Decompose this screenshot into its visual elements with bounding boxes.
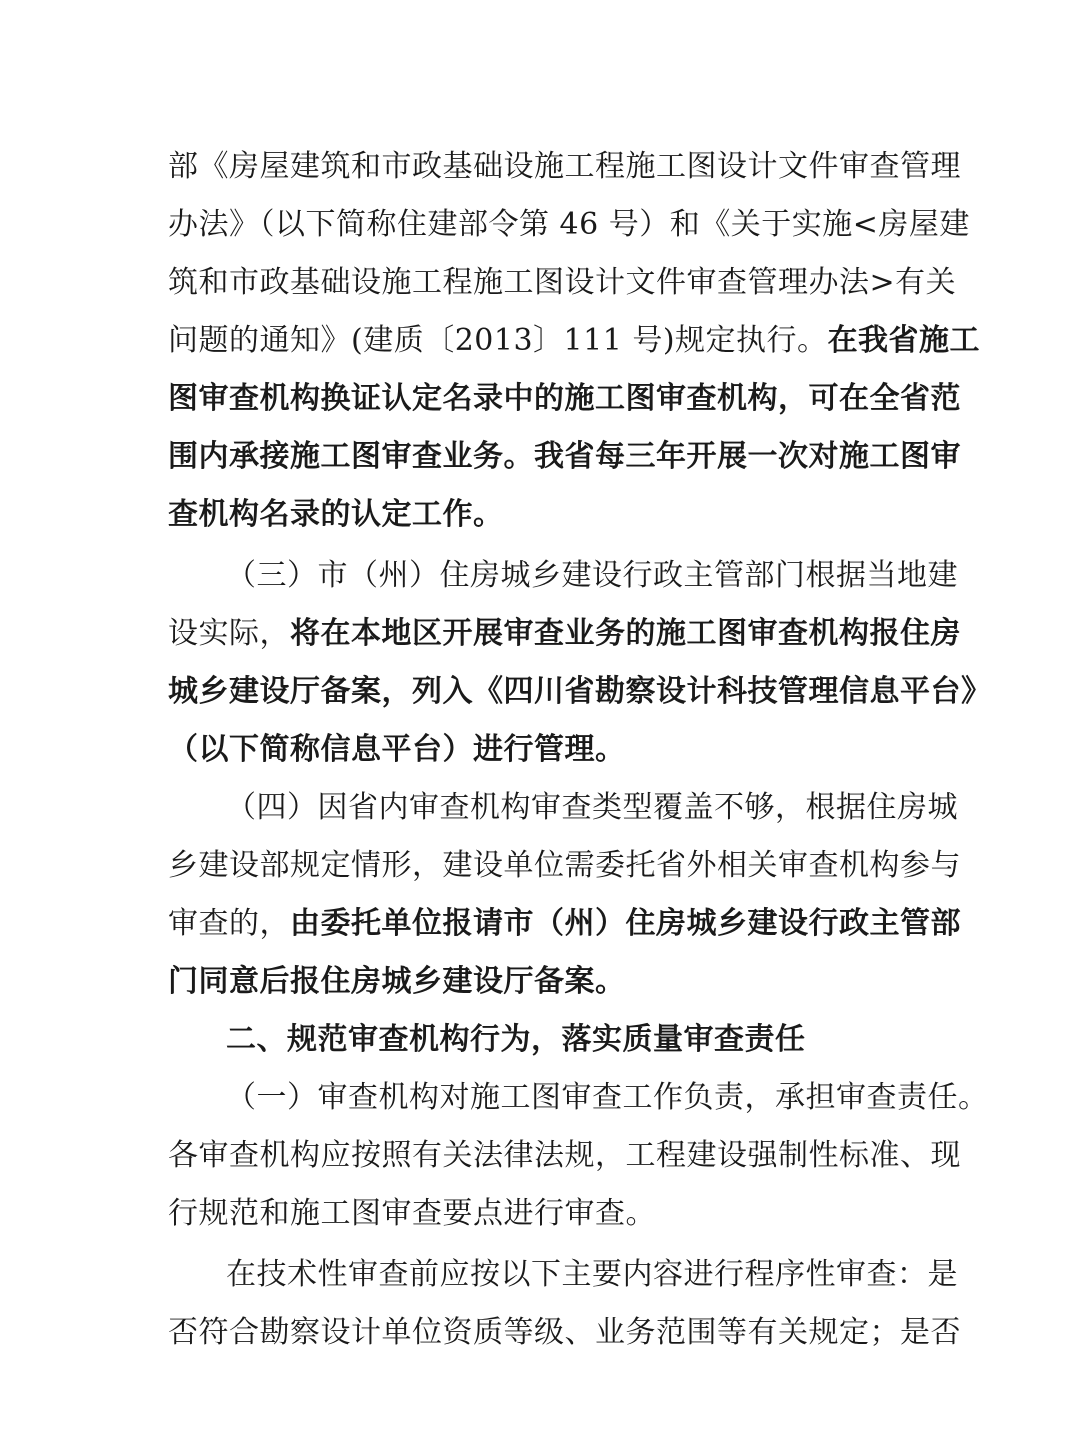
text-line — [226, 1245, 958, 1305]
text-segment: 办法》（以下简称住建部令第 46 号）和《关于实施<房屋建 — [168, 207, 970, 242]
text-line — [168, 253, 957, 313]
bold-text-segment: 城乡建设厅备案，列入《四川省勘察设计科技管理信息平台》 — [168, 674, 992, 709]
text-segment: 问题的通知》(建质〔2013〕111 号)规定执行。 — [168, 323, 828, 358]
bold-text-segment: 由委托单位报请市（州）住房城乡建设行政主管部 — [290, 906, 961, 941]
text-segment: 筑和市政基础设施工程施工图设计文件审查管理办法>有关 — [168, 265, 957, 300]
text-line — [168, 836, 961, 896]
text-segment: （三）市（州）住房城乡建设行政主管部门根据当地建 — [226, 558, 958, 593]
text-line — [168, 662, 992, 722]
bold-text-segment: 查机构名录的认定工作。 — [168, 497, 504, 532]
text-line — [168, 485, 920, 545]
bold-text-segment: 在我省施工 — [827, 323, 981, 358]
bold-text-segment: （以下简称信息平台）进行管理。 — [168, 732, 626, 767]
text-line — [226, 778, 958, 838]
bold-text-segment: 将在本地区开展审查业务的施工图审查机构报住房 — [290, 616, 961, 651]
text-line — [226, 546, 958, 606]
text-segment: 部《房屋建筑和市政基础设施工程施工图设计文件审查管理 — [168, 149, 961, 184]
text-segment: 设实际， — [168, 616, 290, 651]
text-line — [226, 1068, 989, 1128]
text-line — [168, 894, 961, 954]
text-line — [168, 427, 961, 487]
text-line — [168, 1126, 961, 1186]
text-line — [168, 137, 961, 197]
text-segment: 乡建设部规定情形，建设单位需委托省外相关审查机构参与 — [168, 848, 961, 883]
text-segment: 审查的， — [168, 906, 290, 941]
text-segment: 行规范和施工图审查要点进行审查。 — [168, 1196, 656, 1231]
text-line — [168, 604, 961, 664]
section-heading — [226, 1010, 920, 1070]
text-segment: 各审查机构应按照有关法律法规，工程建设强制性标准、现 — [168, 1138, 961, 1173]
text-line — [168, 720, 920, 780]
text-segment: （一）审查机构对施工图审查工作负责，承担审查责任。 — [226, 1080, 989, 1115]
bold-text-segment: 围内承接施工图审查业务。我省每三年开展一次对施工图审 — [168, 439, 961, 474]
text-segment: 在技术性审查前应按以下主要内容进行程序性审查：是 — [226, 1257, 958, 1292]
text-line — [168, 1303, 961, 1363]
text-line — [168, 1184, 920, 1244]
text-line — [168, 195, 970, 255]
bold-text-segment: 门同意后报住房城乡建设厅备案。 — [168, 964, 626, 999]
text-line — [168, 369, 961, 429]
text-line — [168, 952, 920, 1012]
bold-text-segment: 图审查机构换证认定名录中的施工图审查机构，可在全省范 — [168, 381, 961, 416]
text-line — [168, 311, 981, 371]
text-segment: 否符合勘察设计单位资质等级、业务范围等有关规定；是否 — [168, 1315, 961, 1350]
text-segment: （四）因省内审查机构审查类型覆盖不够，根据住房城 — [226, 790, 958, 825]
bold-text-segment: 二、规范审查机构行为，落实质量审查责任 — [226, 1022, 806, 1057]
